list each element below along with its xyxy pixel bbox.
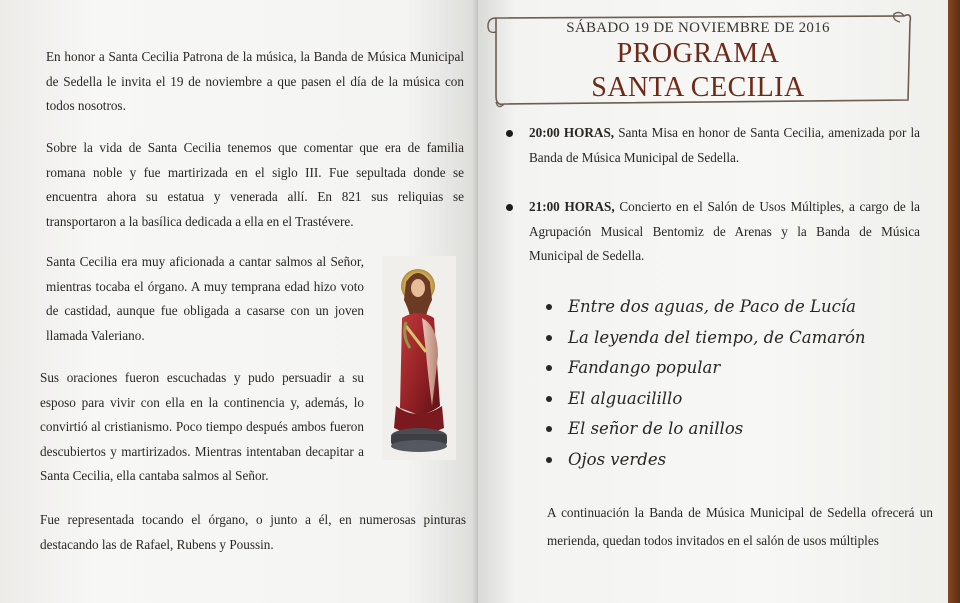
bullet-icon (546, 335, 552, 341)
saint-cecilia-statue-image (382, 256, 456, 460)
event-text (506, 195, 920, 269)
event-mass (506, 121, 920, 170)
list-item (546, 292, 866, 323)
closing-paragraph: A continuación la Banda de Música Municipal de Sedella ofrecerá un merienda, quedan todos invitados en el salón de usos múltiples (547, 505, 933, 548)
left-page (0, 0, 478, 603)
bullet-icon (506, 130, 513, 137)
event-concert (506, 195, 920, 269)
intro-paragraph: En honor a Santa Cecilia Patrona de la música, la Banda de Música Municipal de Sedella le invita el 19 de noviembre a que pasen el día de la música con todos nosotros. (46, 49, 464, 113)
list-item (546, 445, 866, 476)
program-banner (484, 8, 912, 108)
statue-illustration (382, 256, 456, 460)
song-title: El señor de lo anillos (568, 419, 744, 438)
bullet-icon (546, 457, 552, 463)
paintings-paragraph: Fue representada tocando el órgano, o junto a él, en numerosas pinturas destacando las de Rafael, Rubens y Poussin. (40, 512, 466, 552)
wood-background (946, 0, 960, 603)
bullet-icon (546, 304, 552, 310)
program-date: SÁBADO 19 DE NOVIEMBRE DE 2016 (566, 20, 830, 36)
song-title: El alguacilillo (568, 388, 683, 408)
bullet-icon (546, 365, 552, 371)
event-time: 21:00 HORAS, (529, 199, 615, 214)
event-description: Concierto en el Salón de Usos Múltiples, a cargo de la Agrupación Musical Bentomiz de Arenas y la Banda de Música Municipal de Sedella. (529, 199, 920, 263)
song-title: Fandango popular (568, 358, 721, 377)
event-description: Santa Misa en honor de Santa Cecilia, amenizada por la Banda de Música Municipal de Sedella. (529, 125, 920, 165)
bullet-icon (506, 204, 513, 211)
song-title: La leyenda del tiempo, de Camarón (568, 327, 866, 347)
bullet-icon (546, 396, 552, 402)
song-list (546, 292, 866, 475)
program-title: PROGRAMA (616, 38, 780, 69)
list-item (546, 384, 866, 415)
conversion-paragraph: Sus oraciones fueron escuchadas y pudo persuadir a su esposo para vivir con ella en la continencia y, además, lo convirtió al cristianismo. Poco tiempo después ambos fueron descubiertos y martirizados. Mientras intentaban decapitar a Santa Cecilia, ella cantaba salmos al Señor. (40, 370, 364, 483)
song-title: Ojos verdes (568, 449, 667, 469)
list-item (546, 414, 866, 445)
program-subtitle: SANTA CECILIA (591, 72, 805, 103)
event-text (506, 121, 920, 170)
biography-paragraph: Sobre la vida de Santa Cecilia tenemos que comentar que era de familia romana noble y fue martirizada en el siglo III. Fue sepultada donde se encuentra ahora su estatua y venerada allí. En 821 sus reliquias se transportaron a la basílica dedicada a ella en el Trastévere. (46, 140, 464, 229)
event-time: 20:00 HORAS, (529, 125, 615, 140)
list-item (546, 353, 866, 384)
song-title: Entre dos aguas, de Paco de Lucía (568, 297, 856, 316)
list-item (546, 323, 866, 354)
bullet-icon (546, 426, 552, 432)
psalms-paragraph: Santa Cecilia era muy aficionada a cantar salmos al Señor, mientras tocaba el órgano. A muy temprana edad hizo voto de castidad, aunque fue obligada a casarse con un joven llamada Valeriano. (46, 254, 364, 343)
